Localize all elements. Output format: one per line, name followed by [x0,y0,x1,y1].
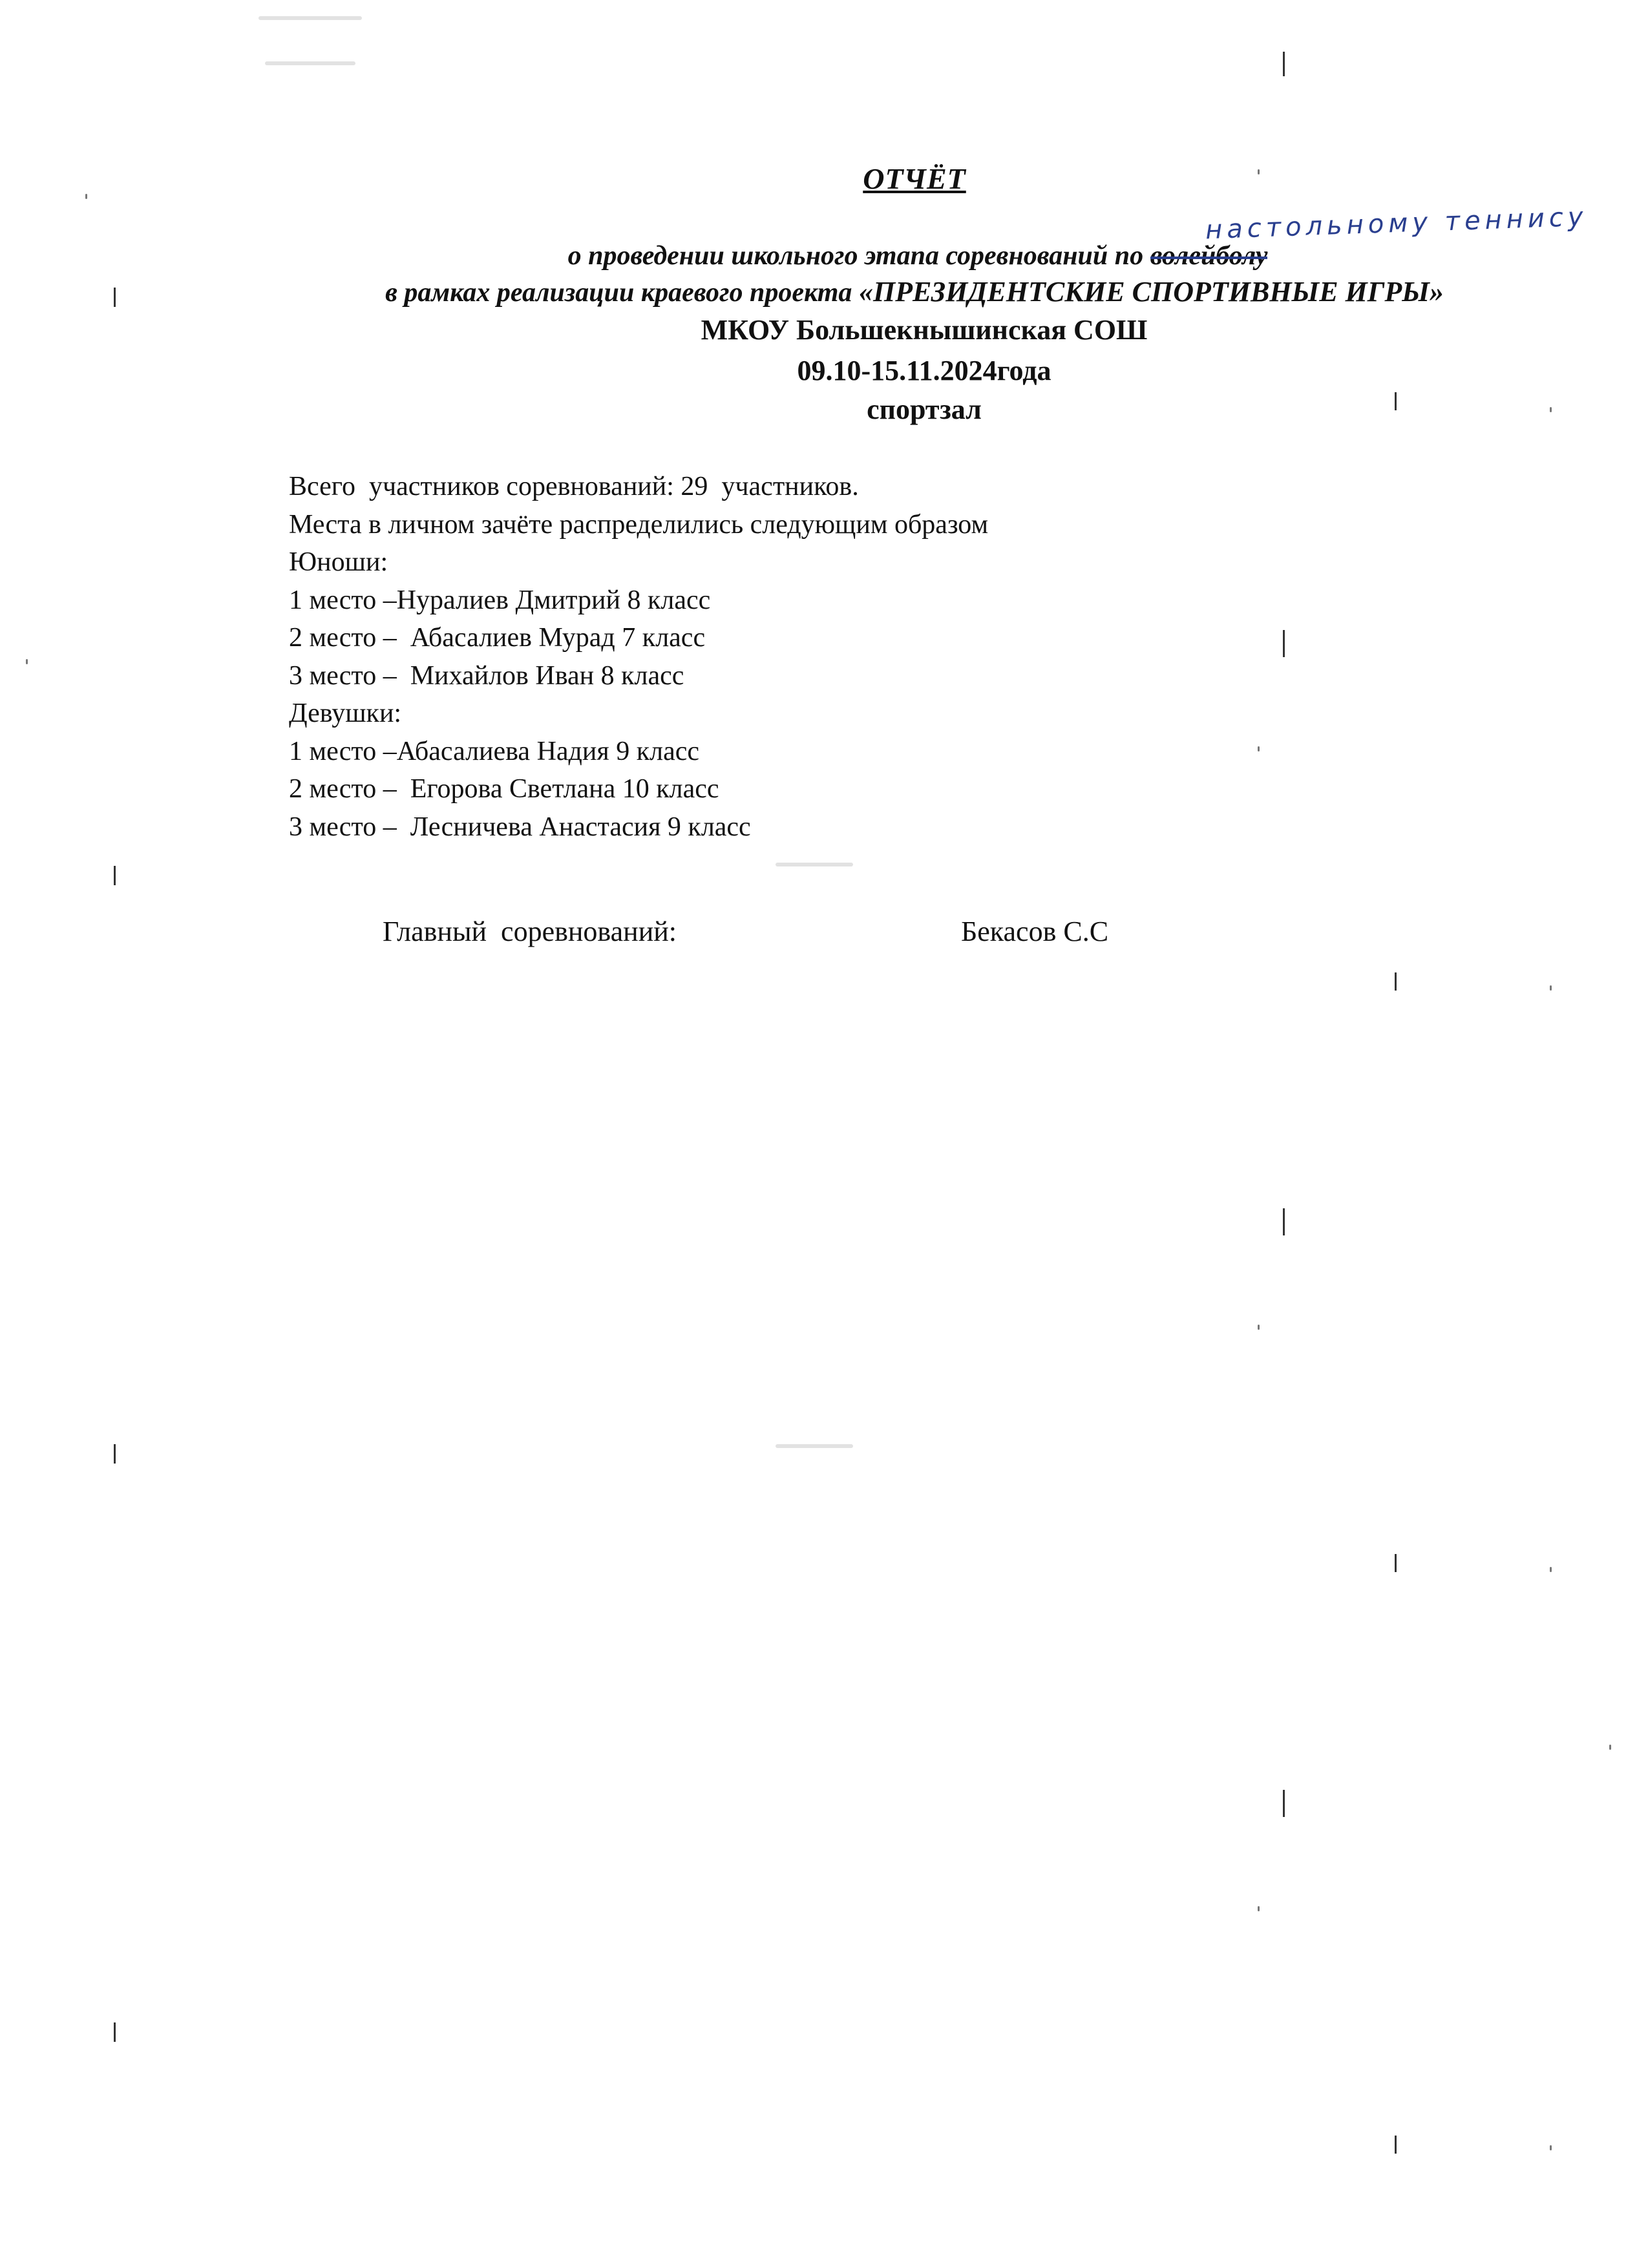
girls-place-1: 1 место –Абасалиева Надия 9 класс [289,736,700,766]
scan-speck [85,194,87,199]
project-prefix: в рамках реализации краевого проекта [385,278,859,308]
boys-place-3: 3 место – Михайлов Иван 8 класс [289,660,684,691]
girls-place-2: 2 место – Егорова Светлана 10 класс [289,774,719,804]
scan-mark [1283,1208,1285,1235]
scan-mark [1395,972,1397,991]
scan-mark [1283,52,1285,76]
scan-mark [1395,392,1397,410]
scan-speck [1609,1745,1611,1750]
scan-speck [1258,1906,1260,1911]
boys-place-1: 1 место –Нуралиев Дмитрий 8 класс [289,585,711,615]
results-section [289,468,988,846]
scan-mark [1395,2136,1397,2154]
scan-smudge [776,863,853,866]
organization-name: МКОУ Большекнышинская СОШ [701,314,1148,346]
boys-heading: Юноши: [289,547,388,577]
scan-speck [1550,2145,1552,2150]
scan-speck [26,659,28,664]
scan-mark [114,866,116,885]
report-title: ОТЧЁТ [863,162,966,195]
scan-speck [1258,1325,1260,1330]
scan-speck [1258,169,1260,174]
boys-place-2: 2 место – Абасалиев Мурад 7 класс [289,623,706,653]
girls-place-3: 3 место – Лесничева Анастасия 9 класс [289,812,751,842]
scan-mark [1395,1554,1397,1572]
handwritten-correction: настольному теннису [1205,202,1589,246]
signature-role: Главный соревнований: [383,916,677,947]
event-location: спортзал [867,394,982,425]
results-intro: Места в личном зачёте распределились следующим образом [289,509,989,540]
scan-mark [114,288,116,307]
scan-mark [114,1444,116,1464]
scan-smudge [265,61,355,65]
girls-heading: Девушки: [289,698,402,728]
scan-speck [1258,746,1260,751]
scan-mark [1283,1790,1285,1817]
total-participants: Всего участников соревнований: 29 участников. [289,472,859,501]
scan-speck [1550,1567,1552,1572]
scan-smudge [776,1444,853,1448]
subtitle-prefix: о проведении школьного этапа соревнований по [567,241,1150,271]
scan-speck [1550,985,1552,991]
scan-smudge [259,16,362,20]
report-subtitle [0,240,1648,271]
struck-word: волейболу [1150,241,1268,271]
signature-name: Бекасов С.С [961,916,1109,947]
event-dates: 09.10-15.11.2024года [797,355,1051,386]
scan-speck [1550,407,1552,412]
scan-mark [1283,630,1285,657]
scan-mark [114,2022,116,2042]
project-name: «ПРЕЗИДЕНТСКИЕ СПОРТИВНЫЕ ИГРЫ» [858,276,1444,308]
project-line [0,275,1648,308]
